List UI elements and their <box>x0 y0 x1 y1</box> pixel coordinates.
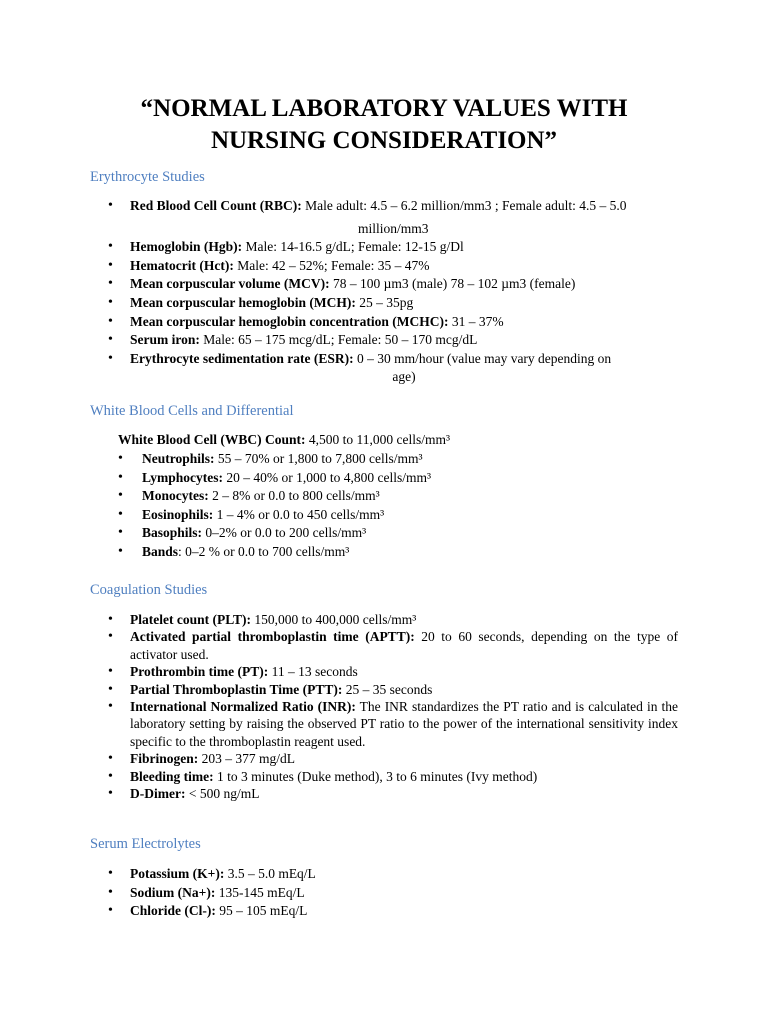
item-term: Bands <box>142 543 179 559</box>
item-term: Hematocrit (Hct): <box>130 257 234 273</box>
item-term: International Normalized Ratio (INR): <box>130 699 356 715</box>
item-term: Fibrinogen: <box>130 751 199 767</box>
section-heading-coagulation: Coagulation Studies <box>90 582 208 598</box>
item-continuation: million/mm3 <box>358 220 429 236</box>
item-text: 4,500 to 11,000 cells/mm³ <box>305 432 451 447</box>
list-item <box>108 865 678 884</box>
list-item <box>108 313 678 332</box>
item-text: 3.5 – 5.0 mEq/L <box>224 866 316 881</box>
list-item <box>118 469 688 488</box>
page-title <box>90 93 678 157</box>
item-term: Potassium (K+): <box>130 866 225 881</box>
item-term: Partial Thromboplastin Time (PTT): <box>130 681 343 697</box>
item-text: 55 – 70% or 1,800 to 7,800 cells/mm³ <box>214 451 423 466</box>
list-item <box>118 506 688 525</box>
wbc-differential-list <box>118 450 688 562</box>
section-heading-erythrocyte: Erythrocyte Studies <box>90 169 205 185</box>
item-term: Hemoglobin (Hgb): <box>130 239 243 255</box>
item-text: 0 – 30 mm/hour (value may vary depending on <box>353 350 612 366</box>
item-term: Lymphocytes: <box>142 469 223 485</box>
list-item <box>118 450 688 469</box>
item-term: Chloride (Cl-): <box>130 903 216 919</box>
item-continuation: age) <box>392 369 416 385</box>
item-term: Mean corpuscular volume (MCV): <box>130 276 330 292</box>
list-item <box>108 331 678 350</box>
item-text: 0–2% or 0.0 to 200 cells/mm³ <box>202 525 367 541</box>
item-text: 135-145 mEq/L <box>215 884 305 900</box>
item-term: Activated partial thromboplastin time (APTT): <box>130 629 415 645</box>
list-item <box>108 275 678 294</box>
item-term: Neutrophils: <box>142 451 215 466</box>
item-term: Sodium (Na+): <box>130 884 216 900</box>
item-text: < 500 ng/mL <box>185 786 260 802</box>
list-item <box>108 197 678 238</box>
item-text: 1 to 3 minutes (Duke method), 3 to 6 minutes (Ivy method) <box>213 768 538 784</box>
list-item <box>108 902 678 921</box>
item-text: Male: 14-16.5 g/dL; Female: 12-15 g/Dl <box>242 239 464 255</box>
list-item <box>108 750 678 767</box>
list-item <box>118 524 688 543</box>
item-text: 150,000 to 400,000 cells/mm³ <box>250 612 417 627</box>
item-term: Mean corpuscular hemoglobin concentration (MCHC): <box>130 313 449 329</box>
item-term: Mean corpuscular hemoglobin (MCH): <box>130 294 356 310</box>
item-text: 25 – 35 seconds <box>342 681 433 697</box>
item-text: 20 – 40% or 1,000 to 4,800 cells/mm³ <box>223 469 432 485</box>
title-line-2: NURSING CONSIDERATION” <box>210 127 558 154</box>
item-text: Male: 65 – 175 mcg/dL; Female: 50 – 170 mcg/dL <box>199 332 478 348</box>
item-text: 1 – 4% or 0.0 to 450 cells/mm³ <box>213 506 385 522</box>
item-term: Red Blood Cell Count (RBC): <box>130 198 302 213</box>
electrolytes-list <box>108 865 678 921</box>
item-text: 2 – 8% or 0.0 to 800 cells/mm³ <box>208 488 380 504</box>
wbc-count-line <box>118 431 450 449</box>
list-item <box>108 663 678 680</box>
list-item <box>108 768 678 785</box>
list-item <box>108 785 678 802</box>
item-text: 25 – 35pg <box>355 294 414 310</box>
item-term: Eosinophils: <box>142 506 214 522</box>
list-item <box>108 884 678 903</box>
section-heading-wbc: White Blood Cells and Differential <box>90 403 294 419</box>
item-term: Basophils: <box>142 525 203 541</box>
list-item <box>118 543 688 562</box>
list-item <box>108 611 678 628</box>
item-term: Monocytes: <box>142 488 209 504</box>
item-term: White Blood Cell (WBC) Count: <box>118 432 306 447</box>
list-item <box>108 257 678 276</box>
item-term: Prothrombin time (PT): <box>130 664 269 680</box>
item-term: D-Dimer: <box>130 786 186 802</box>
list-item <box>108 698 678 750</box>
item-text: Male: 42 – 52%; Female: 35 – 47% <box>233 257 430 273</box>
list-item <box>108 238 678 257</box>
item-text: Male adult: 4.5 – 6.2 million/mm3 ; Female adult: 4.5 – 5.0 <box>301 198 627 213</box>
item-term: Serum iron: <box>130 332 200 348</box>
item-text: 31 – 37% <box>448 313 504 329</box>
item-term: Bleeding time: <box>130 768 214 784</box>
list-item <box>108 681 678 698</box>
item-text: 95 – 105 mEq/L <box>215 903 308 919</box>
list-item <box>108 294 678 313</box>
item-text: 11 – 13 seconds <box>268 664 358 680</box>
list-item <box>108 628 678 663</box>
item-term: Platelet count (PLT): <box>130 612 251 627</box>
item-text: : 0–2 % or 0.0 to 700 cells/mm³ <box>178 543 350 559</box>
item-text: 203 – 377 mg/dL <box>198 751 296 767</box>
coagulation-list <box>108 611 678 802</box>
list-item <box>108 350 678 387</box>
section-heading-electrolytes: Serum Electrolytes <box>90 836 201 852</box>
item-text: 20 to 60 seconds, depending on the type of activator used. <box>130 629 678 662</box>
erythrocyte-list <box>108 197 678 387</box>
item-text: 78 – 100 µm3 (male) 78 – 102 µm3 (female) <box>329 276 576 292</box>
list-item <box>118 487 688 506</box>
title-line-1: “NORMAL LABORATORY VALUES WITH <box>140 95 628 122</box>
item-text: The INR standardizes the PT ratio and is calculated in the laboratory setting by raising the observed PT ratio to the power of the international sensitivity index specific to the thromboplastin reagent used. <box>130 699 678 749</box>
item-term: Erythrocyte sedimentation rate (ESR): <box>130 350 354 366</box>
